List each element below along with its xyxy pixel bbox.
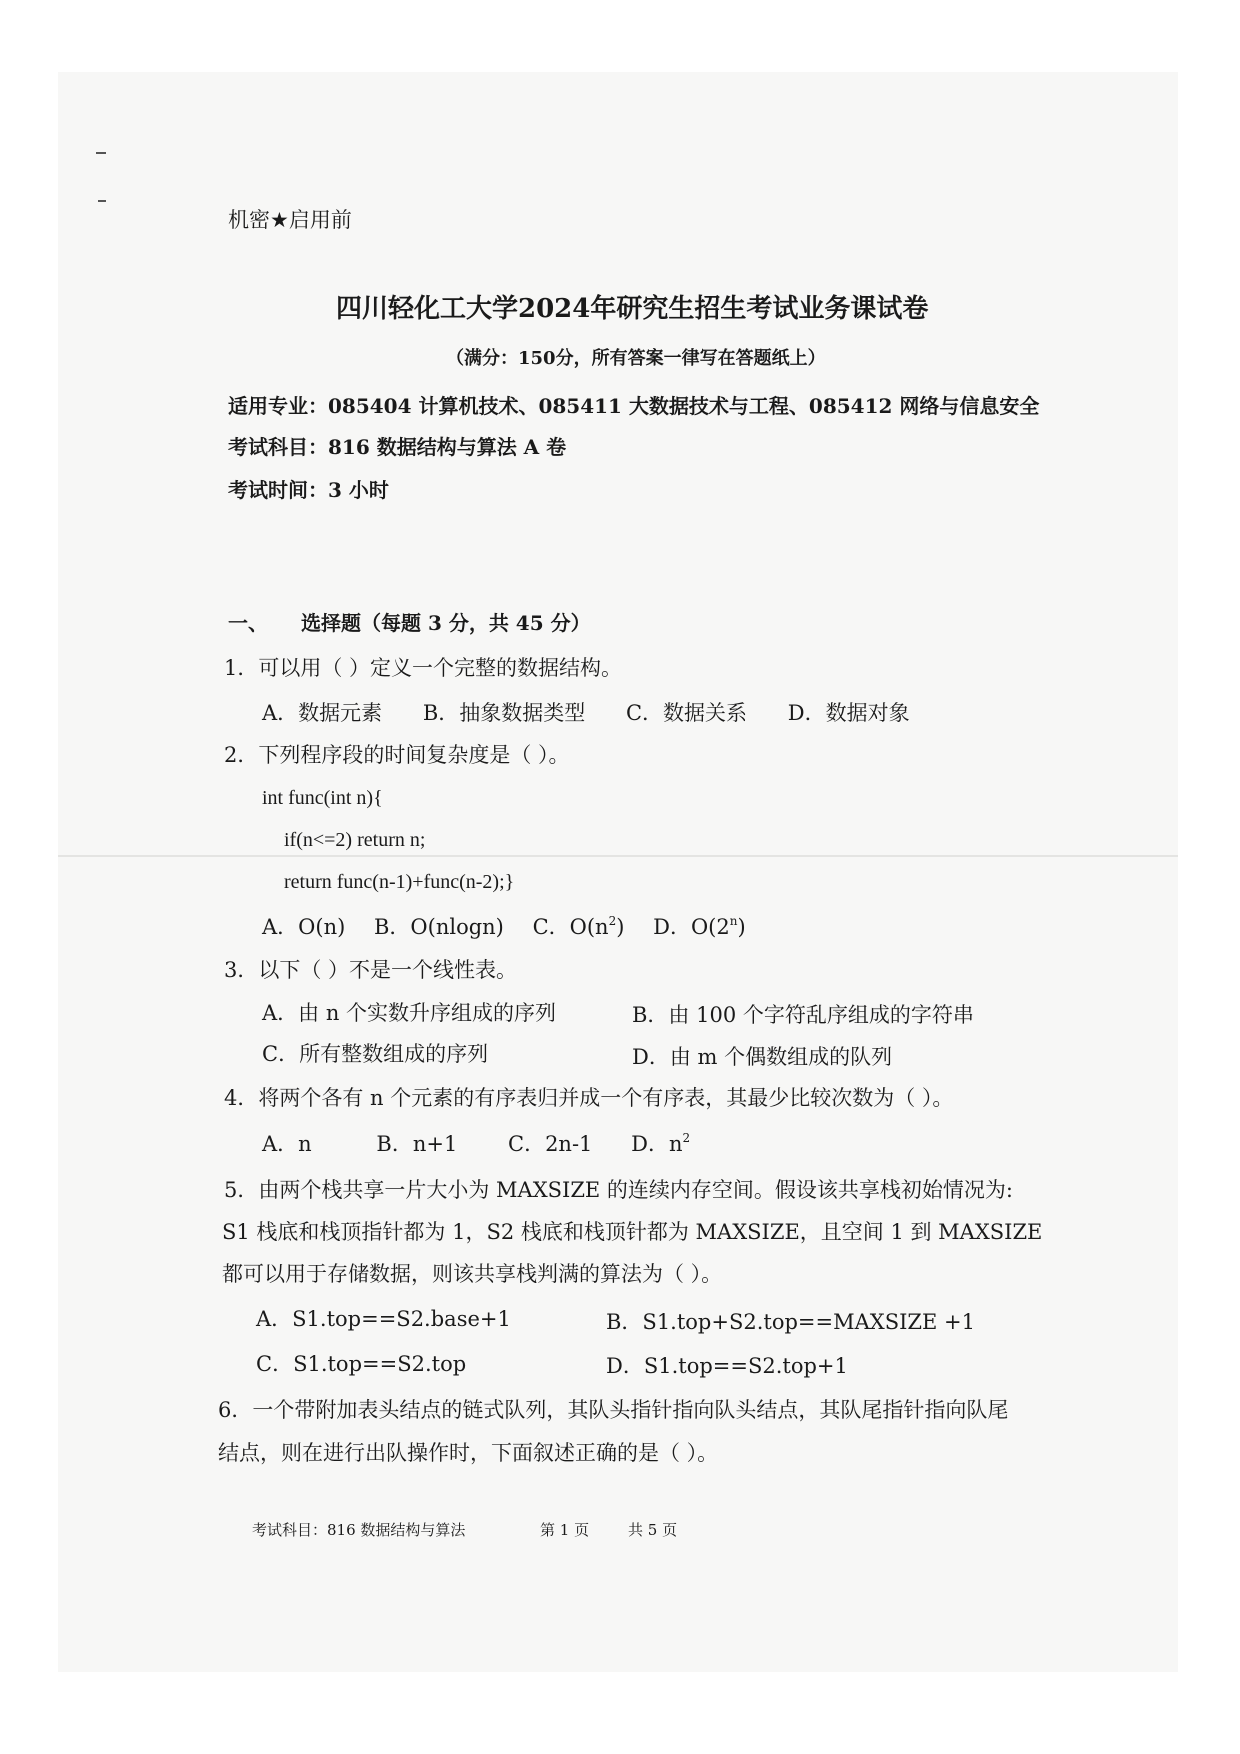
- option-a: A．S1.top==S2.base+1: [256, 1307, 511, 1331]
- option-a: A．O(n): [262, 915, 346, 939]
- option-c: C．所有整数组成的序列: [262, 1042, 489, 1066]
- option-a: A．n: [262, 1132, 312, 1156]
- question-4-stem: 4．将两个各有 n 个元素的有序表归并成一个有序表，其最少比较次数为（ ）。: [224, 1086, 954, 1110]
- option-d: D．数据对象: [787, 701, 910, 725]
- question-6-stem-line: 6．一个带附加表头结点的链式队列，其队头指针指向队头结点，其队尾指针指向队尾: [218, 1398, 1009, 1422]
- question-4-options: [262, 1130, 690, 1158]
- option-d: D．O(2$^n$): [653, 914, 746, 939]
- exam-title: 四川轻化工大学2024年研究生招生考试业务课试卷: [336, 294, 929, 324]
- section-number: 一、: [228, 611, 268, 635]
- secret-label: 机密★启用前: [228, 208, 352, 232]
- option-c: C．2n-1: [508, 1132, 593, 1156]
- option-c: C．S1.top==S2.top: [256, 1352, 467, 1376]
- option-b: B．由 100 个字符乱序组成的字符串: [632, 1003, 974, 1027]
- question-5-stem-line: 都可以用于存储数据，则该共享栈判满的算法为（ ）。: [222, 1262, 723, 1286]
- applicable-major: 适用专业：085404 计算机技术、085411 大数据技术与工程、085412 网络与信息安全: [228, 394, 1040, 418]
- question-1-stem: 1．可以用（ ）定义一个完整的数据结构。: [224, 656, 623, 680]
- exam-time: 考试时间：3 小时: [228, 478, 389, 502]
- question-6-stem-line: 结点，则在进行出队操作时，下面叙述正确的是（ ）。: [218, 1441, 719, 1465]
- option-c: C．数据关系: [625, 701, 748, 725]
- margin-mark: [96, 152, 106, 154]
- code-line: return func(n-1)+func(n-2);}: [284, 871, 515, 893]
- option-b: B．抽象数据类型: [422, 701, 586, 725]
- option-c: C．$O(n^2)$: [532, 914, 625, 939]
- footer-subject: 考试科目：816 数据结构与算法: [252, 1521, 466, 1539]
- scan-fold-line: [58, 855, 1178, 857]
- exam-subtitle: （满分：150分，所有答案一律写在答题纸上）: [446, 348, 826, 369]
- margin-mark: [98, 200, 106, 202]
- question-5-stem-line: S1 栈底和栈顶指针都为 1，S2 栈底和栈顶针都为 MAXSIZE，且空间 1 到 MAXSIZE: [222, 1220, 1043, 1244]
- exam-subject: 考试科目：816 数据结构与算法 A 卷: [228, 435, 567, 459]
- footer-page: 第 1 页: [540, 1521, 590, 1539]
- option-b: B．n+1: [376, 1132, 458, 1156]
- question-5-stem-line: 5．由两个栈共享一片大小为 MAXSIZE 的连续内存空间。假设该共享栈初始情况为:: [224, 1178, 1014, 1202]
- option-d: D．S1.top==S2.top+1: [606, 1354, 848, 1378]
- option-d: D．$n^2$: [631, 1131, 691, 1156]
- footer-total: 共 5 页: [628, 1521, 678, 1539]
- option-a: A．由 n 个实数升序组成的序列: [262, 1001, 557, 1025]
- option-d: D．由 m 个偶数组成的队列: [632, 1045, 893, 1069]
- option-b: B．S1.top+S2.top==MAXSIZE +1: [606, 1310, 975, 1334]
- question-2-stem: 2．下列程序段的时间复杂度是（ ）。: [224, 743, 570, 767]
- section-title: 选择题（每题 3 分，共 45 分）: [301, 611, 591, 635]
- question-3-stem: 3．以下（ ）不是一个线性表。: [224, 958, 518, 982]
- option-b: B．O(nlogn): [373, 915, 504, 939]
- option-a: A．数据元素: [262, 701, 383, 725]
- code-line: int func(int n){: [262, 787, 383, 809]
- question-2-options: [262, 913, 746, 941]
- code-line: if(n<=2) return n;: [284, 829, 426, 851]
- question-1-options: [262, 699, 944, 727]
